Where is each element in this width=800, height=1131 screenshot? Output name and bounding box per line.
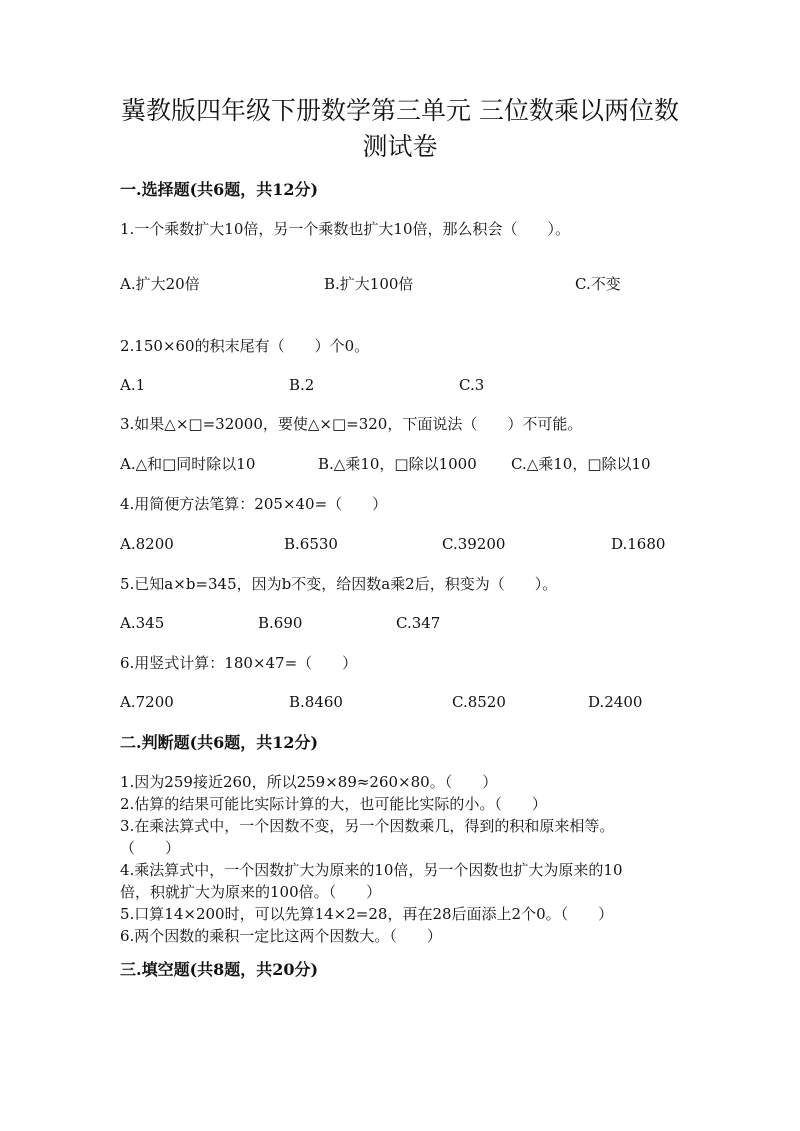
page-title-line-1: 冀教版四年级下册数学第三单元 三位数乘以两位数 — [121, 96, 679, 125]
question-3-option-c: C.△乘10，□除以10 — [511, 455, 651, 473]
question-6-option-b: B.8460 — [289, 693, 343, 711]
question-3: 3.如果△×□=32000，要使△×□=320，下面说法（ ）不可能。 — [120, 415, 583, 433]
judge-question-list — [120, 771, 680, 947]
section-heading-choice: 一.选择题(共6题，共12分) — [120, 180, 319, 199]
judge-line: 5.口算14×200时，可以先算14×2=28，再在28后面添上2个0。（ ） — [120, 905, 614, 923]
question-2-option-c: C.3 — [459, 376, 485, 394]
question-4: 4.用简便方法笔算：205×40=（ ） — [120, 495, 388, 513]
question-4-option-c: C.39200 — [442, 535, 506, 553]
question-2: 2.150×60的积末尾有（ ）个0。 — [120, 337, 370, 355]
question-2-option-a: A.1 — [120, 376, 146, 394]
question-4-option-b: B.6530 — [284, 535, 338, 553]
question-2-option-b: B.2 — [289, 376, 315, 394]
question-5-option-b: B.690 — [258, 614, 303, 632]
question-3-option-b: B.△乘10，□除以1000 — [318, 455, 477, 473]
question-5-option-c: C.347 — [396, 614, 441, 632]
question-1: 1.一个乘数扩大10倍，另一个乘数也扩大10倍，那么积会（ ）。 — [120, 220, 570, 238]
judge-line: （ ） — [120, 839, 181, 857]
judge-line: 3.在乘法算式中，一个因数不变，另一个因数乘几，得到的积和原来相等。 — [120, 817, 615, 835]
section-heading-judge: 二.判断题(共6题，共12分) — [120, 733, 319, 752]
question-5: 5.已知a×b=345，因为b不变，给因数a乘2后，积变为（ ）。 — [120, 575, 558, 593]
page-title-line-2: 测试卷 — [362, 132, 438, 161]
section-heading-fill: 三.填空题(共8题，共20分) — [120, 960, 319, 979]
question-4-option-d: D.1680 — [611, 535, 666, 553]
judge-line: 倍，积就扩大为原来的100倍。（ ） — [120, 883, 382, 901]
judge-line: 6.两个因数的乘积一定比这两个因数大。（ ） — [120, 927, 442, 945]
judge-line: 2.估算的结果可能比实际计算的大，也可能比实际的小。（ ） — [120, 795, 547, 813]
judge-line: 1.因为259接近260，所以259×89≈260×80。（ ） — [120, 773, 498, 791]
question-5-option-a: A.345 — [120, 614, 165, 632]
question-3-option-a: A.△和□同时除以10 — [120, 455, 256, 473]
page-title — [0, 93, 800, 165]
question-6: 6.用竖式计算：180×47=（ ） — [120, 654, 358, 672]
question-4-option-a: A.8200 — [120, 535, 174, 553]
question-1-option-c: C.不变 — [575, 275, 621, 293]
question-6-option-a: A.7200 — [120, 693, 174, 711]
question-1-option-b: B.扩大100倍 — [324, 275, 414, 293]
question-6-option-c: C.8520 — [452, 693, 506, 711]
question-6-option-d: D.2400 — [588, 693, 643, 711]
judge-line: 4.乘法算式中，一个因数扩大为原来的10倍，另一个因数也扩大为原来的10 — [120, 861, 623, 879]
question-1-option-a: A.扩大20倍 — [120, 275, 200, 293]
